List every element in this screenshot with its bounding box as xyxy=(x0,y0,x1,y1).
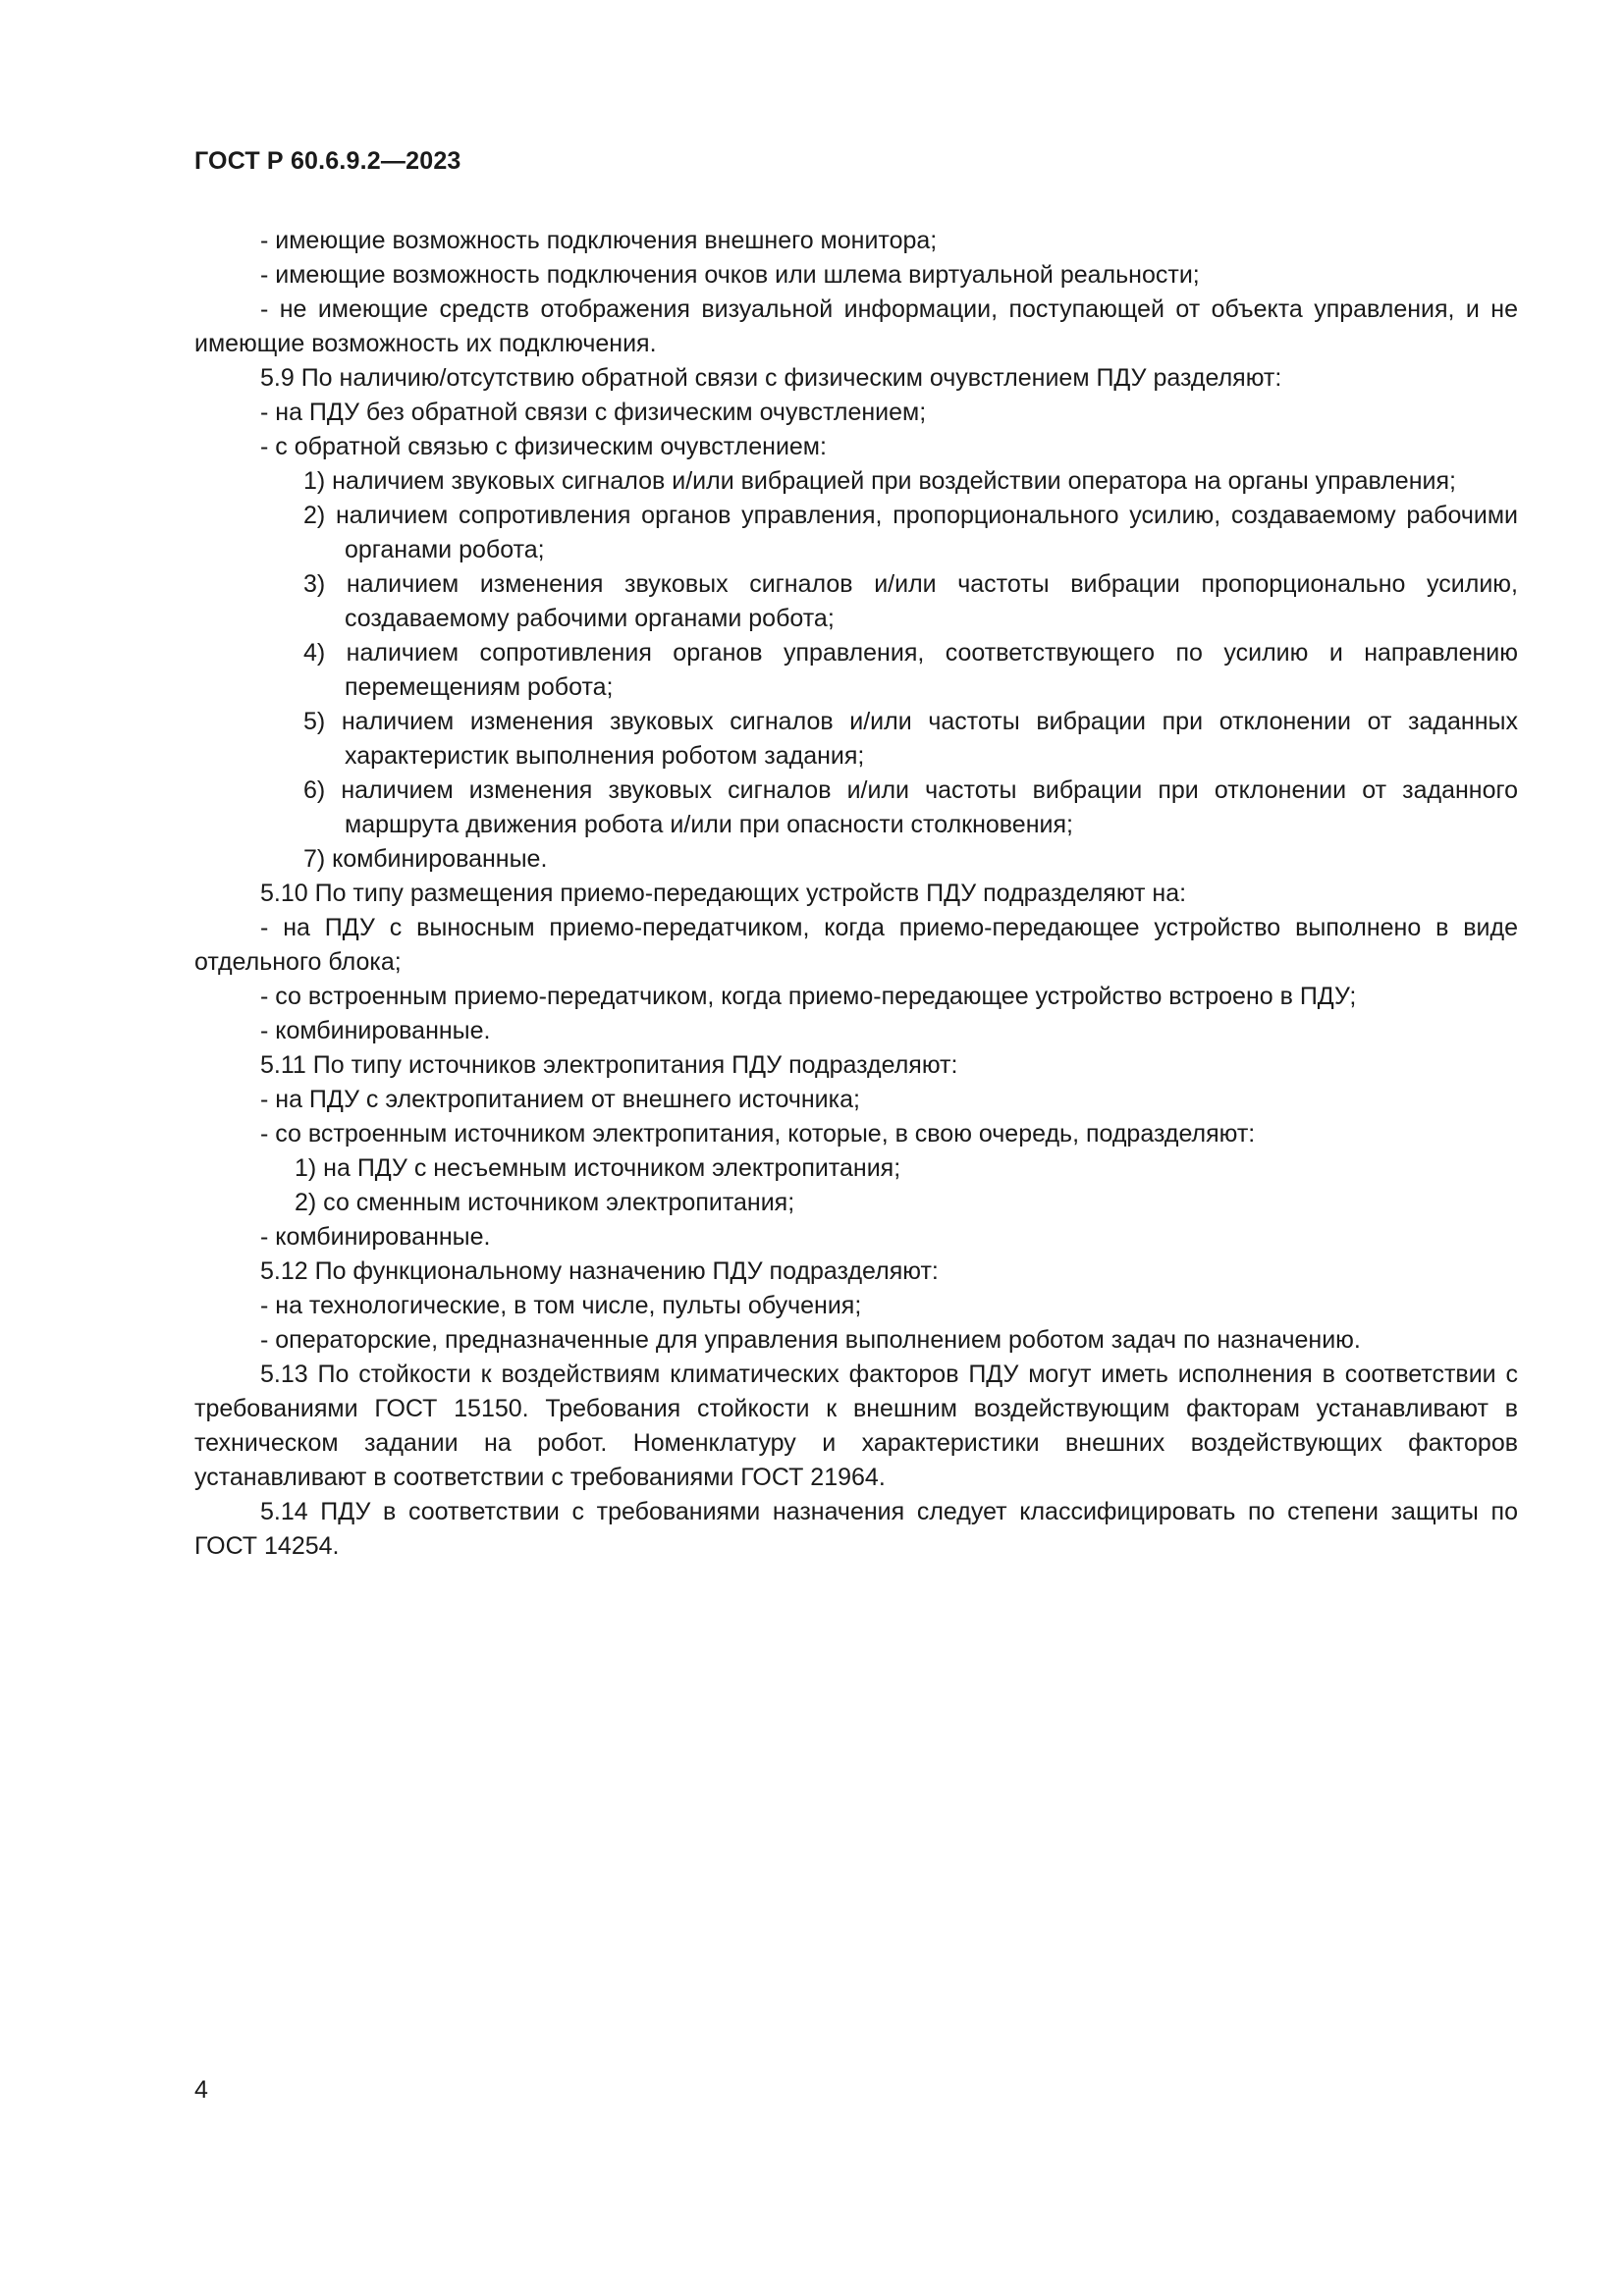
numbered-item: 5) наличием изменения звуковых сигналов и/или частоты вибрации при отклонении от заданных характеристик выполнения роботом задания; xyxy=(303,708,1518,770)
clause-5-13: 5.13 По стойкости к воздействиям климатических факторов ПДУ могут иметь исполнения в соответствии с требованиями ГОСТ 15150. Требования стойкости к внешним воздействующим факторам устанавливают в техническом задании на робот. Номенклатуру и характеристики внешних воздействующих факторов устанавливают в соответствии с требованиями ГОСТ 21964. xyxy=(194,1361,1518,1491)
list-item: - не имеющие средств отображения визуальной информации, поступающей от объекта управления, и не имеющие возможность их подключения. xyxy=(194,295,1518,357)
page-number: 4 xyxy=(194,2076,208,2104)
document-body xyxy=(194,224,1518,1564)
list-item: - комбинированные. xyxy=(260,1223,491,1251)
list-item: - комбинированные. xyxy=(260,1017,491,1044)
document-header: ГОСТ Р 60.6.9.2—2023 xyxy=(194,147,461,175)
clause-5-9: 5.9 По наличию/отсутствию обратной связи с физическим очувстлением ПДУ разделяют: xyxy=(260,364,1282,392)
numbered-item: 4) наличием сопротивления органов управления, соответствующего по усилию и направлению перемещениям робота; xyxy=(303,639,1518,701)
list-item: - с обратной связью с физическим очувстлением: xyxy=(260,433,827,460)
list-item: - со встроенным приемо-передатчиком, когда приемо-передающее устройство встроено в ПДУ; xyxy=(260,983,1357,1010)
numbered-item: 6) наличием изменения звуковых сигналов и/или частоты вибрации при отклонении от заданного маршрута движения робота и/или при опасности столкновения; xyxy=(303,776,1518,838)
numbered-item: 7) комбинированные. xyxy=(303,845,548,873)
numbered-item: 3) наличием изменения звуковых сигналов и/или частоты вибрации пропорционально усилию, создаваемому рабочими органами робота; xyxy=(303,570,1518,632)
list-item: - на технологические, в том числе, пульты обучения; xyxy=(260,1292,862,1319)
list-item: - со встроенным источником электропитания, которые, в свою очередь, подразделяют: xyxy=(260,1120,1256,1148)
list-item: - на ПДУ с электропитанием от внешнего источника; xyxy=(260,1086,860,1113)
numbered-item: 1) наличием звуковых сигналов и/или вибрацией при воздействии оператора на органы управления; xyxy=(303,467,1456,495)
clause-5-10: 5.10 По типу размещения приемо-передающих устройств ПДУ подразделяют на: xyxy=(260,880,1187,907)
list-item: - на ПДУ с выносным приемо-передатчиком, когда приемо-передающее устройство выполнено в виде отдельного блока; xyxy=(194,914,1518,976)
list-item: - операторские, предназначенные для управления выполнением роботом задач по назначению. xyxy=(260,1326,1361,1354)
clause-5-11: 5.11 По типу источников электропитания ПДУ подразделяют: xyxy=(260,1051,958,1079)
numbered-item: 1) на ПДУ с несъемным источником электропитания; xyxy=(295,1154,901,1182)
list-item: - на ПДУ без обратной связи с физическим очувстлением; xyxy=(260,399,927,426)
clause-5-12: 5.12 По функциональному назначению ПДУ подразделяют: xyxy=(260,1257,939,1285)
list-item: - имеющие возможность подключения внешнего монитора; xyxy=(260,227,938,254)
list-item: - имеющие возможность подключения очков или шлема виртуальной реальности; xyxy=(260,261,1200,289)
clause-5-14: 5.14 ПДУ в соответствии с требованиями назначения следует классифицировать по степени защиты по ГОСТ 14254. xyxy=(194,1498,1518,1560)
numbered-item: 2) со сменным источником электропитания; xyxy=(295,1189,795,1216)
numbered-item: 2) наличием сопротивления органов управления, пропорционального усилию, создаваемому рабочими органами робота; xyxy=(303,502,1518,563)
